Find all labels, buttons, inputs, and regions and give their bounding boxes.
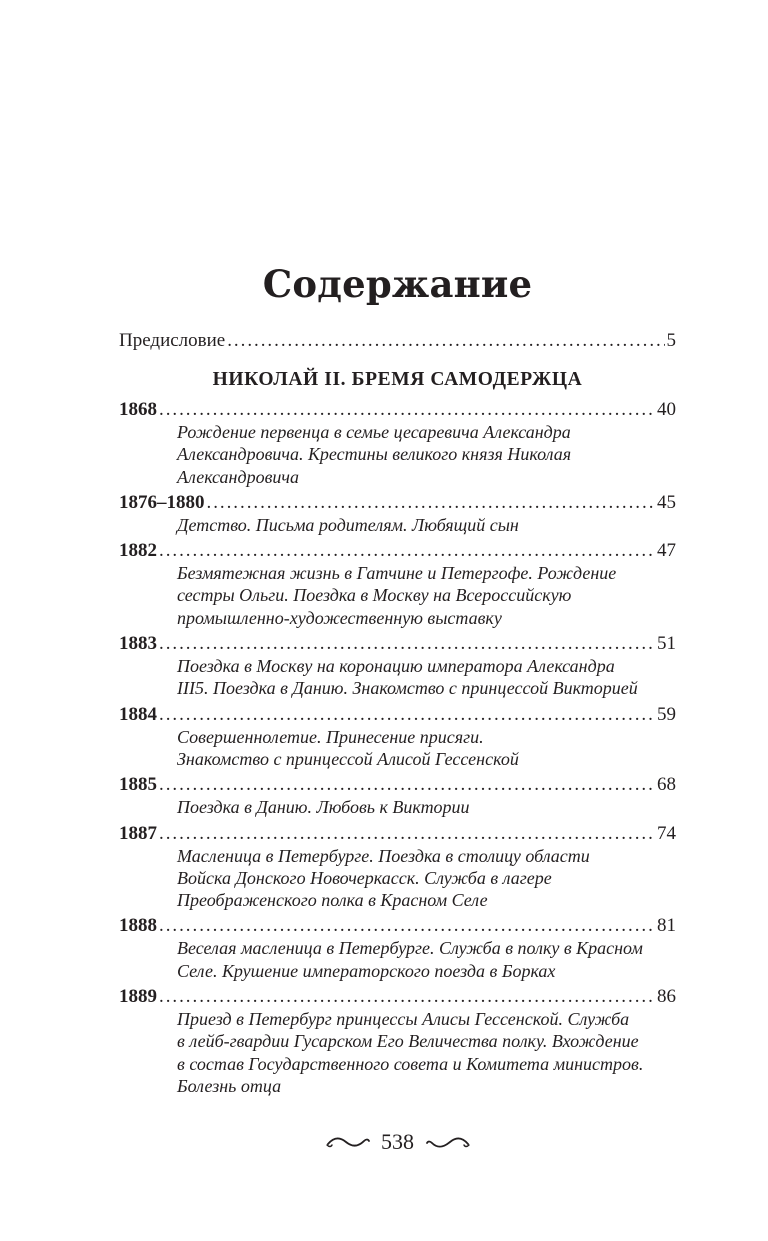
dot-leader: [159, 540, 655, 562]
toc-entry-description: Войска Донского Новочеркасск. Служба в лагере: [177, 867, 552, 888]
toc-page-number: 81: [657, 915, 676, 937]
page-number: 538: [381, 1128, 414, 1154]
toc-entry-row: [119, 986, 676, 1008]
dot-leader: [159, 915, 655, 937]
toc-entry[interactable]: [119, 633, 676, 700]
toc-entry[interactable]: [119, 704, 676, 771]
toc-page-number: 68: [657, 774, 676, 796]
toc-year: 1882: [119, 540, 157, 562]
toc-entry[interactable]: [119, 915, 676, 982]
toc-entry-row: [119, 492, 676, 514]
toc-entry-description: Веселая масленица в Петербурге. Служба в полку в Красном: [177, 938, 643, 959]
page-footer: [119, 1125, 676, 1157]
toc-entry-description: Безмятежная жизнь в Гатчине и Петергофе. Рождение: [177, 563, 617, 584]
toc-entry-description: промышленно-художественную выставку: [177, 607, 502, 628]
dot-leader: [159, 823, 655, 845]
toc-entry-description: Детство. Письма родителям. Любящий сын: [177, 514, 519, 535]
toc-entries: [119, 399, 676, 1097]
toc-entry-row: [119, 633, 676, 655]
dot-leader: [159, 633, 655, 655]
toc-entry-description: Александровича. Крестины великого князя Николая: [177, 444, 572, 465]
dot-leader: [159, 986, 655, 1008]
toc-year: 1868: [119, 399, 157, 420]
toc-entry-description: Приезд в Петербург принцессы Алисы Гессенской. Служба: [177, 1009, 630, 1030]
toc-entry-description: в состав Государственного совета и Комитета министров.: [177, 1053, 644, 1074]
toc-entry-description: Поездка в Данию. Любовь к Виктории: [177, 797, 470, 818]
toc-entry-description: Совершеннолетие. Принесение присяги.: [177, 726, 484, 747]
left-ornament-icon: [326, 1135, 370, 1149]
toc-page-number: 59: [657, 703, 676, 725]
page-title: Содержание: [262, 262, 533, 306]
toc-year: 1888: [119, 915, 157, 937]
right-ornament-icon: [426, 1135, 470, 1149]
toc-entry-row: [119, 774, 676, 796]
toc-entry-description: Поездка в Москву на коронацию императора Александра: [177, 656, 615, 677]
dot-leader: [227, 330, 664, 352]
toc-entry-row: [119, 915, 676, 937]
toc-entry-description: Знакомство с принцессой Алисой Гессенской: [177, 748, 519, 769]
toc-page-number: 86: [657, 986, 676, 1008]
toc-entry-row: [119, 704, 676, 726]
toc-entry[interactable]: [119, 492, 676, 536]
toc-preface-label: Предисловие: [119, 330, 226, 351]
toc-page-number: 74: [657, 822, 676, 844]
toc-page-number: 40: [657, 399, 676, 420]
toc-year: 1883: [119, 633, 157, 655]
toc-year: 1884: [119, 703, 157, 725]
toc-page-number: 5: [666, 330, 676, 351]
toc-entry-description: Преображенского полка в Красном Селе: [177, 890, 488, 911]
toc-entry-description: в лейб-гвардии Гусарском Его Величества полку. Вхождение: [177, 1031, 639, 1052]
toc-entry-description: Масленица в Петербурге. Поездка в столицу области: [177, 845, 590, 866]
toc-entry-description: III5. Поездка в Данию. Знакомство с принцессой Викторией: [177, 678, 638, 699]
table-of-contents: [119, 330, 676, 1101]
toc-year: 1876–1880: [119, 491, 205, 513]
toc-page-number: 45: [657, 491, 676, 513]
toc-year: 1887: [119, 822, 157, 844]
toc-entry-description: Болезнь отца: [177, 1075, 282, 1096]
toc-entry[interactable]: [119, 823, 676, 912]
toc-year: 1885: [119, 774, 157, 796]
toc-page-number: 47: [657, 540, 676, 562]
toc-entry-description: сестры Ольги. Поездка в Москву на Всероссийскую: [177, 585, 572, 606]
dot-leader: [159, 399, 655, 421]
section-heading: НИКОЛАЙ II. БРЕМЯ САМОДЕРЖЦА: [212, 369, 583, 390]
dot-leader: [159, 704, 655, 726]
dot-leader: [207, 492, 656, 514]
toc-page-number: 51: [657, 633, 676, 655]
toc-entry-row: [119, 540, 676, 562]
toc-entry-row: [119, 823, 676, 845]
toc-entry[interactable]: [119, 399, 676, 488]
toc-entry-description: Рождение первенца в семье цесаревича Александра: [177, 422, 571, 442]
toc-entry-description: Селе. Крушение императорского поезда в Борках: [177, 960, 556, 981]
toc-preface-row[interactable]: [119, 330, 676, 352]
toc-entry-row: [119, 399, 676, 421]
dot-leader: [159, 774, 655, 796]
toc-entry[interactable]: [119, 986, 676, 1097]
toc-entry[interactable]: [119, 540, 676, 629]
toc-entry-description: Александровича: [177, 466, 299, 487]
toc-year: 1889: [119, 986, 157, 1008]
toc-entry[interactable]: [119, 774, 676, 818]
